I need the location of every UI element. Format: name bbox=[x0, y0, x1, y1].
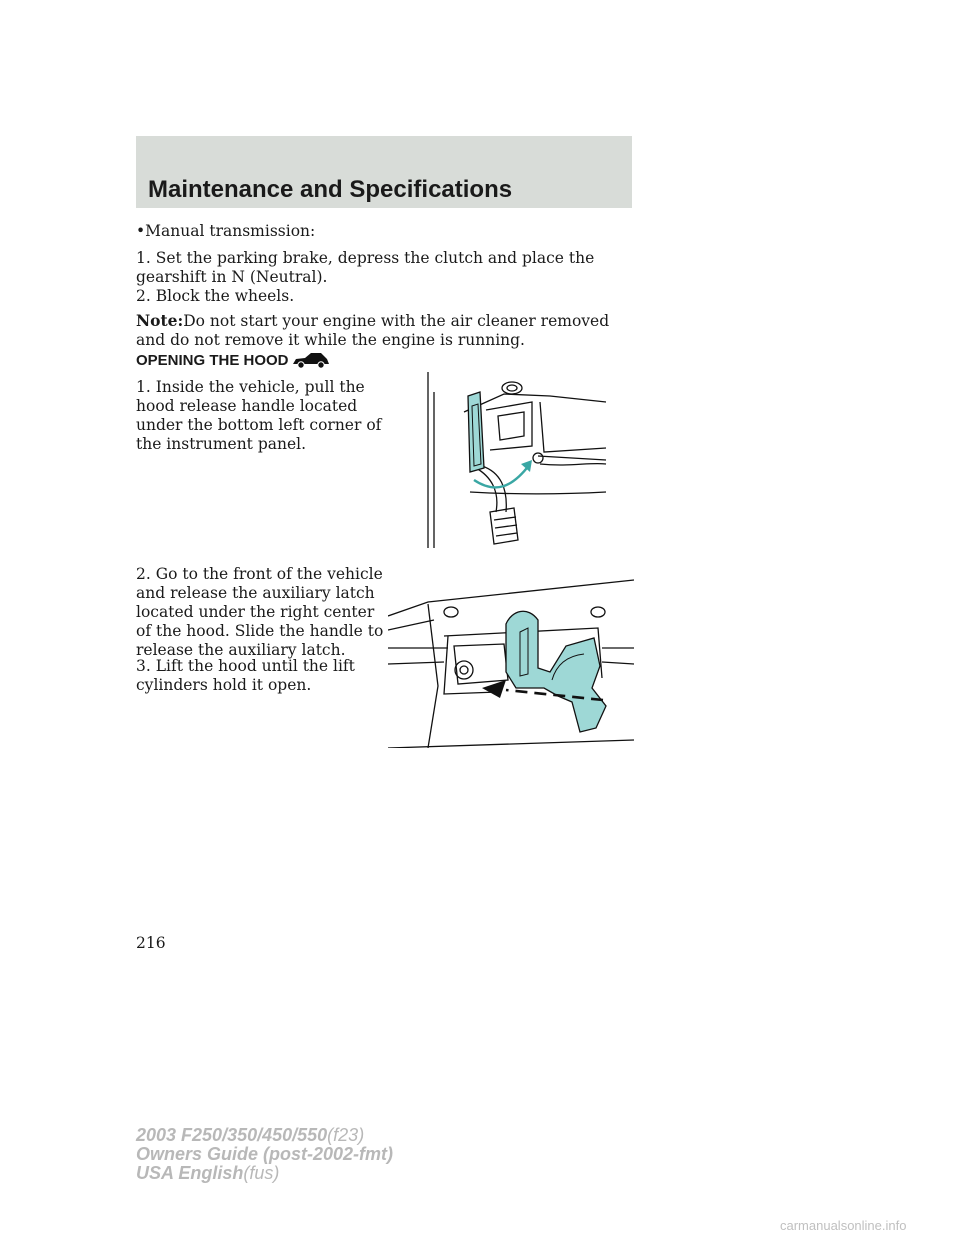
bullet-symbol: • bbox=[136, 222, 146, 240]
section-heading-text: OPENING THE HOOD bbox=[136, 351, 289, 369]
document-footer bbox=[136, 1126, 393, 1183]
hood-step-3: 3. Lift the hood until the lift cylinders hold it open. bbox=[136, 657, 355, 694]
bullet-text: Manual transmission: bbox=[145, 222, 316, 240]
footer-language: USA English bbox=[136, 1163, 244, 1183]
hood-step-1: 1. Inside the vehicle, pull the hood release handle located under the bottom left corner of the instrument panel. bbox=[136, 378, 382, 453]
section-heading-opening-hood bbox=[136, 350, 331, 370]
page-number: 216 bbox=[136, 934, 166, 952]
note-text: Do not start your engine with the air cleaner removed and do not remove it while the engine is running. bbox=[136, 312, 610, 349]
car-hood-icon bbox=[291, 350, 331, 370]
footer-model: 2003 F250/350/450/550 bbox=[136, 1125, 328, 1145]
note-paragraph bbox=[136, 311, 632, 350]
footer-line-3 bbox=[136, 1164, 393, 1183]
hood-step-2: 2. Go to the front of the vehicle and release the auxiliary latch located under the right center of the hood. Slide the handle to release the auxiliary latch. bbox=[136, 565, 384, 659]
footer-model-code: (f23) bbox=[327, 1125, 365, 1145]
footer-language-code: (fus) bbox=[243, 1163, 280, 1183]
hood-release-handle-illustration bbox=[420, 372, 610, 548]
footer-line-2: Owners Guide (post-2002-fmt) bbox=[136, 1144, 394, 1164]
auxiliary-latch-illustration bbox=[388, 576, 634, 748]
watermark: carmanualsonline.info bbox=[780, 1218, 907, 1233]
bullet-manual-transmission bbox=[136, 222, 632, 241]
footer-line-1 bbox=[136, 1126, 393, 1145]
step-2-block-wheels: 2. Block the wheels. bbox=[136, 287, 295, 305]
page-title: Maintenance and Specifications bbox=[148, 176, 513, 203]
step-1-parking-brake: 1. Set the parking brake, depress the clutch and place the gearshift in N (Neutral). bbox=[136, 249, 595, 286]
note-label: Note: bbox=[136, 311, 184, 330]
